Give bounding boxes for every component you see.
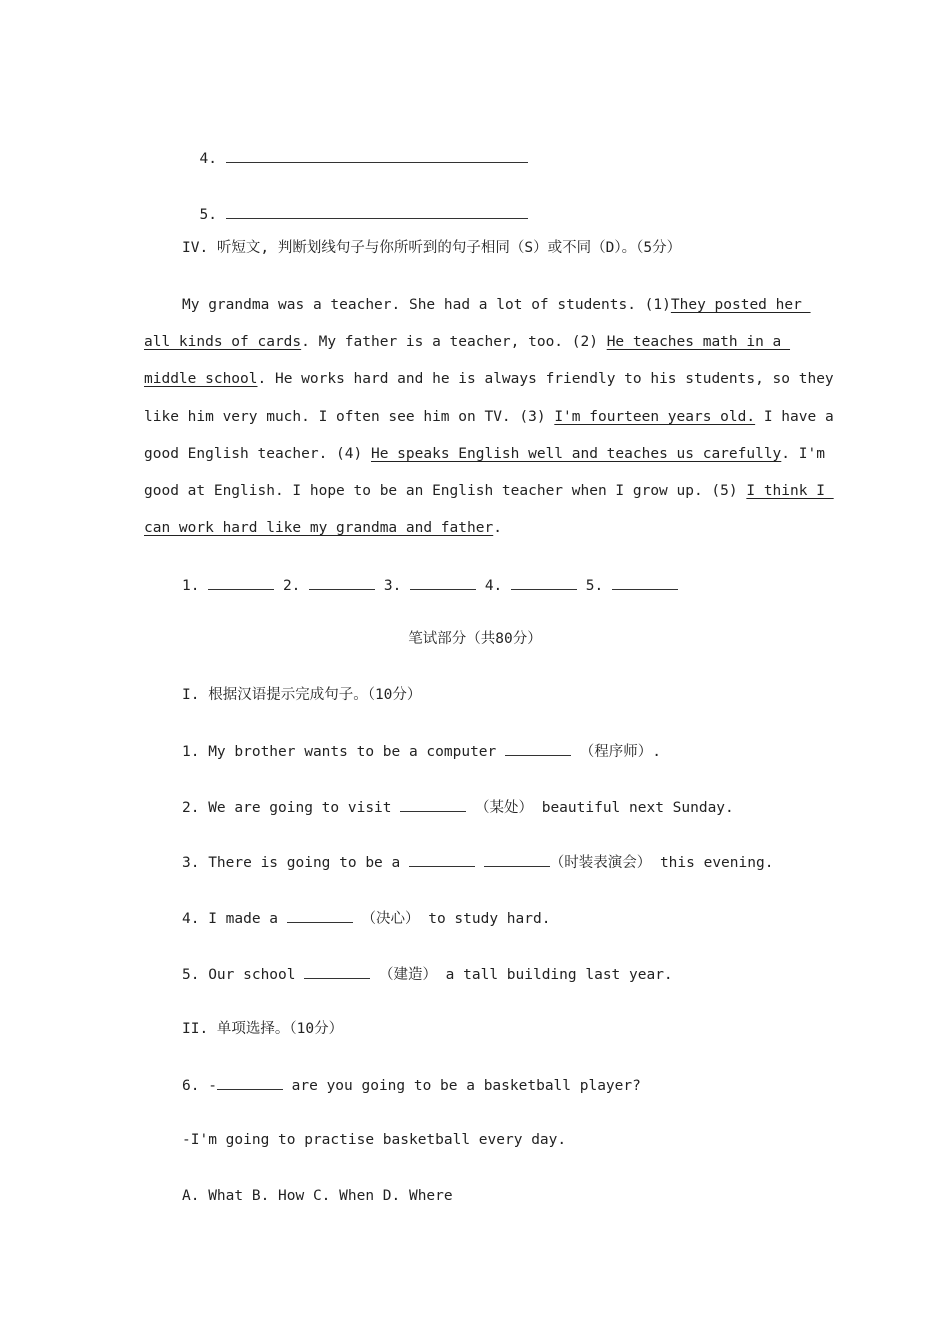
- passage-text: My grandma was a teacher. She had a lot of students. (1): [182, 297, 671, 313]
- question-6: [182, 1075, 641, 1096]
- question-2: [182, 797, 734, 818]
- answer-blank-3[interactable]: [410, 575, 476, 590]
- question-1: [182, 741, 661, 762]
- question-text: 5. Our school: [182, 967, 305, 983]
- answer-line-4: [182, 128, 528, 169]
- question-4: [182, 908, 550, 929]
- underlined-sentence-5: I think I: [746, 483, 834, 499]
- question-text: （某处） beautiful next Sunday.: [466, 800, 734, 816]
- passage-line-5: [144, 444, 825, 464]
- answer-blank-4[interactable]: [511, 575, 577, 590]
- answer-number: 4.: [484, 578, 503, 594]
- written-part-title: 笔试部分（共80分）: [408, 631, 542, 647]
- passage-text: . My father is a teacher, too. (2): [301, 334, 607, 350]
- question-text: （建造） a tall building last year.: [370, 967, 673, 983]
- fill-blank[interactable]: [409, 852, 475, 867]
- underlined-sentence-4: He speaks English well and teaches us carefully: [370, 446, 782, 462]
- answer-blank-5[interactable]: [612, 575, 678, 590]
- question-text: （决心） to study hard.: [352, 911, 551, 927]
- passage-text: good at English. I hope to be an English teacher when I grow up. (5): [144, 483, 747, 499]
- question-text: （程序师）.: [571, 744, 661, 760]
- section-ii-heading: II. 单项选择。（10分）: [182, 1021, 344, 1037]
- answer-blank[interactable]: [226, 148, 528, 163]
- underlined-sentence-1: They posted her: [670, 297, 811, 313]
- underlined-sentence-2-cont: middle school: [144, 371, 258, 387]
- underlined-sentence-1-cont: all kinds of cards: [144, 334, 302, 350]
- passage-text: .: [493, 520, 502, 536]
- passage-line-6: [144, 481, 834, 501]
- fill-blank[interactable]: [217, 1075, 283, 1090]
- passage-line-2: [144, 332, 790, 352]
- passage-text: . He works hard and he is always friendly to his students, so they: [257, 371, 834, 387]
- passage-line-4: [144, 407, 834, 427]
- passage-line-1: [182, 295, 811, 315]
- passage-text: I have a: [755, 409, 834, 425]
- question-text: 2. We are going to visit: [182, 800, 401, 816]
- question-text: 6. -: [182, 1078, 217, 1094]
- question-text: （时装表演会） this evening.: [549, 855, 774, 871]
- question-6-reply: -I'm going to practise basketball every day.: [182, 1132, 567, 1148]
- fill-blank[interactable]: [484, 852, 550, 867]
- question-text: 4. I made a: [182, 911, 287, 927]
- item-number: 4.: [199, 151, 217, 167]
- fill-blank[interactable]: [505, 741, 571, 756]
- answer-blank[interactable]: [226, 204, 528, 219]
- answer-number: 5.: [585, 578, 604, 594]
- passage-text: like him very much. I often see him on TV. (3): [144, 409, 555, 425]
- fill-blank[interactable]: [400, 797, 466, 812]
- question-text: 3. There is going to be a: [182, 855, 409, 871]
- section-iv-heading: IV. 听短文, 判断划线句子与你所听到的句子相同（S）或不同（D）。（5分）: [182, 240, 682, 256]
- question-text: are you going to be a basketball player?: [282, 1078, 641, 1094]
- answer-blank-1[interactable]: [208, 575, 274, 590]
- item-number: 5.: [199, 207, 217, 223]
- passage-text: . I'm: [781, 446, 825, 462]
- passage-line-3: [144, 369, 834, 389]
- answer-line-5: [182, 184, 528, 225]
- section-iv-answers: [182, 575, 678, 596]
- question-3: [182, 852, 773, 873]
- section-i-heading: I. 根据汉语提示完成句子。（10分）: [182, 687, 422, 703]
- question-6-options: A. What B. How C. When D. Where: [182, 1188, 453, 1204]
- passage-line-7: [144, 518, 502, 538]
- underlined-sentence-3: I'm fourteen years old.: [554, 409, 756, 425]
- question-5: [182, 964, 673, 985]
- underlined-sentence-5-cont: can work hard like my grandma and father: [144, 520, 494, 536]
- question-text: 1. My brother wants to be a computer: [182, 744, 506, 760]
- answer-number: 2.: [282, 578, 301, 594]
- answer-blank-2[interactable]: [309, 575, 375, 590]
- underlined-sentence-2: He teaches math in a: [606, 334, 791, 350]
- fill-blank[interactable]: [287, 908, 353, 923]
- answer-number: 1.: [182, 578, 200, 594]
- answer-number: 3.: [383, 578, 402, 594]
- fill-blank[interactable]: [304, 964, 370, 979]
- passage-text: good English teacher. (4): [144, 446, 371, 462]
